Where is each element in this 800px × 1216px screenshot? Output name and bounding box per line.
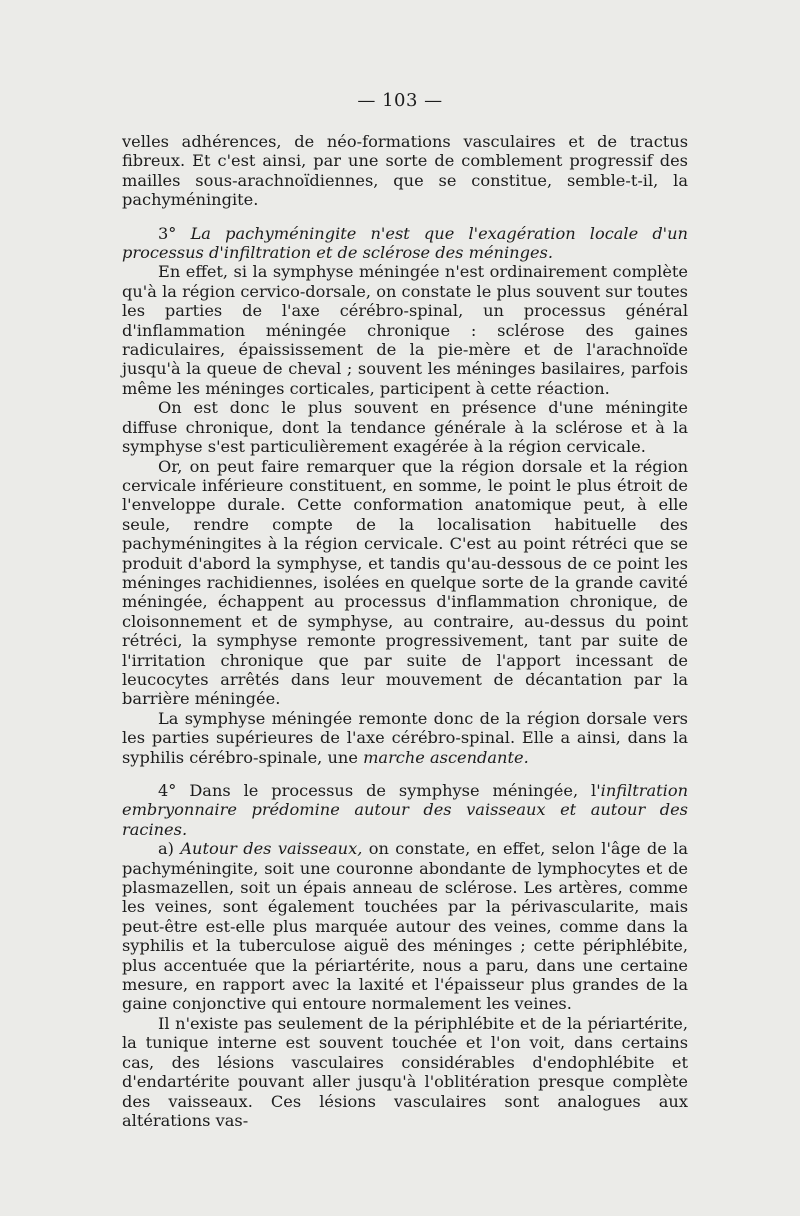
paragraph-6-text: La symphyse méningée remonte donc de la région dorsale vers les parties supérieures de l'axe cérébro-spinal. Elle a ainsi, dans la syphilis cérébro-spinale, une [122,708,688,767]
subsection-letter: a) [158,839,174,859]
section-4-heading-italic: infiltration embryonnaire prédomine autour des vaisseaux et autour des racines. [122,781,688,839]
paragraph-2 [122,224,688,263]
paragraph-7 [122,781,688,839]
paragraph-5: Or, on peut faire remarquer que la région dorsale et la région cervicale inférieure constituent, en somme, le point le plus étroit de l'enveloppe durale. Cette conformation anatomique peut, à elle seule, rendre compte de la localisation habituelle des pachyméningites à la région cervicale. C'est au point rétréci que se produit d'abord la symphyse, et tandis qu'au-dessous de ce point les méninges rachidiennes, isolées en quelque sorte de la grande cavité méningée, échappent au processus d'inflammation chronique, de cloisonnement et de symphyse, au contraire, au-dessus du point rétréci, la symphyse remonte progressivement, tant par suite de l'irritation chronique que par suite de l'apport incessant de leucocytes arrêtés dans leur mouvement de décantation par la barrière méningée. [122,456,688,709]
paragraph-6 [122,709,688,767]
page-number: — 103 — [357,90,443,111]
paragraph-6-italic: marche ascendante. [363,747,529,767]
paragraph-9: Il n'existe pas seulement de la périphlébite et de la périartérite, la tunique interne est souvent touchée et l'on voit, dans certains cas, des lésions vasculaires considérables d'endophlébite et d'endartérite pouvant aller jusqu'à l'oblitération presque complète des vaisseaux. Ces lésions vasculaires sont analogues aux altérations vas- [122,1013,688,1130]
paragraph-8 [122,839,688,1014]
paragraph-1: velles adhérences, de néo-formations vasculaires et de tractus fibreux. Et c'est ainsi, par une sorte de comblement progressif des mailles sous-arachnoïdiennes, que se constitue, semble-t-il, la pachyméningite. [122,132,688,210]
body-text [122,132,688,1130]
paragraph-3: En effet, si la symphyse méningée n'est ordinairement complète qu'à la région cervico-dorsale, on constate le plus souvent sur toutes les parties de l'axe cérébro-spinal, un processus général d'inflammation méningée chronique : sclérose des gaines radiculaires, épaississement de la pie-mère et de l'arachnoïde jusqu'à la queue de cheval ; souvent les méninges basilaires, parfois même les méninges corticales, participent à cette réaction. [122,262,688,398]
section-heading-italic: La pachyméningite n'est que l'exagération locale d'un processus d'infiltration et de sclérose des méninges. [122,223,688,263]
paragraph-4: On est donc le plus souvent en présence d'une méningite diffuse chronique, dont la tendance générale à la sclérose et à la symphyse s'est particulièrement exagérée à la région cervicale. [122,398,688,457]
paragraph-8-text: on constate, en effet, selon l'âge de la pachyméningite, soit une couronne abondante de lymphocytes et de plasmazellen, soit un épais anneau de sclérose. Les artères, comme les veines, sont également touchées par la périvascularite, mais peut-être est-elle plus marquée autour des veines, comme dans la syphilis et la tuberculose aiguë des méninges ; cette périphlébite, plus accentuée que la périartérite, nous a paru, dans une certaine mesure, en rapport avec la laxité et l'épaisseur plus grandes de la gaine conjonctive qui entoure normalement les veines. [122,839,688,1014]
subsection-heading-italic: Autour des vaisseaux, [180,839,363,859]
section-4-lead: 4° Dans le processus de symphyse méningée, l' [158,781,601,800]
section-number: 3° [158,223,177,243]
